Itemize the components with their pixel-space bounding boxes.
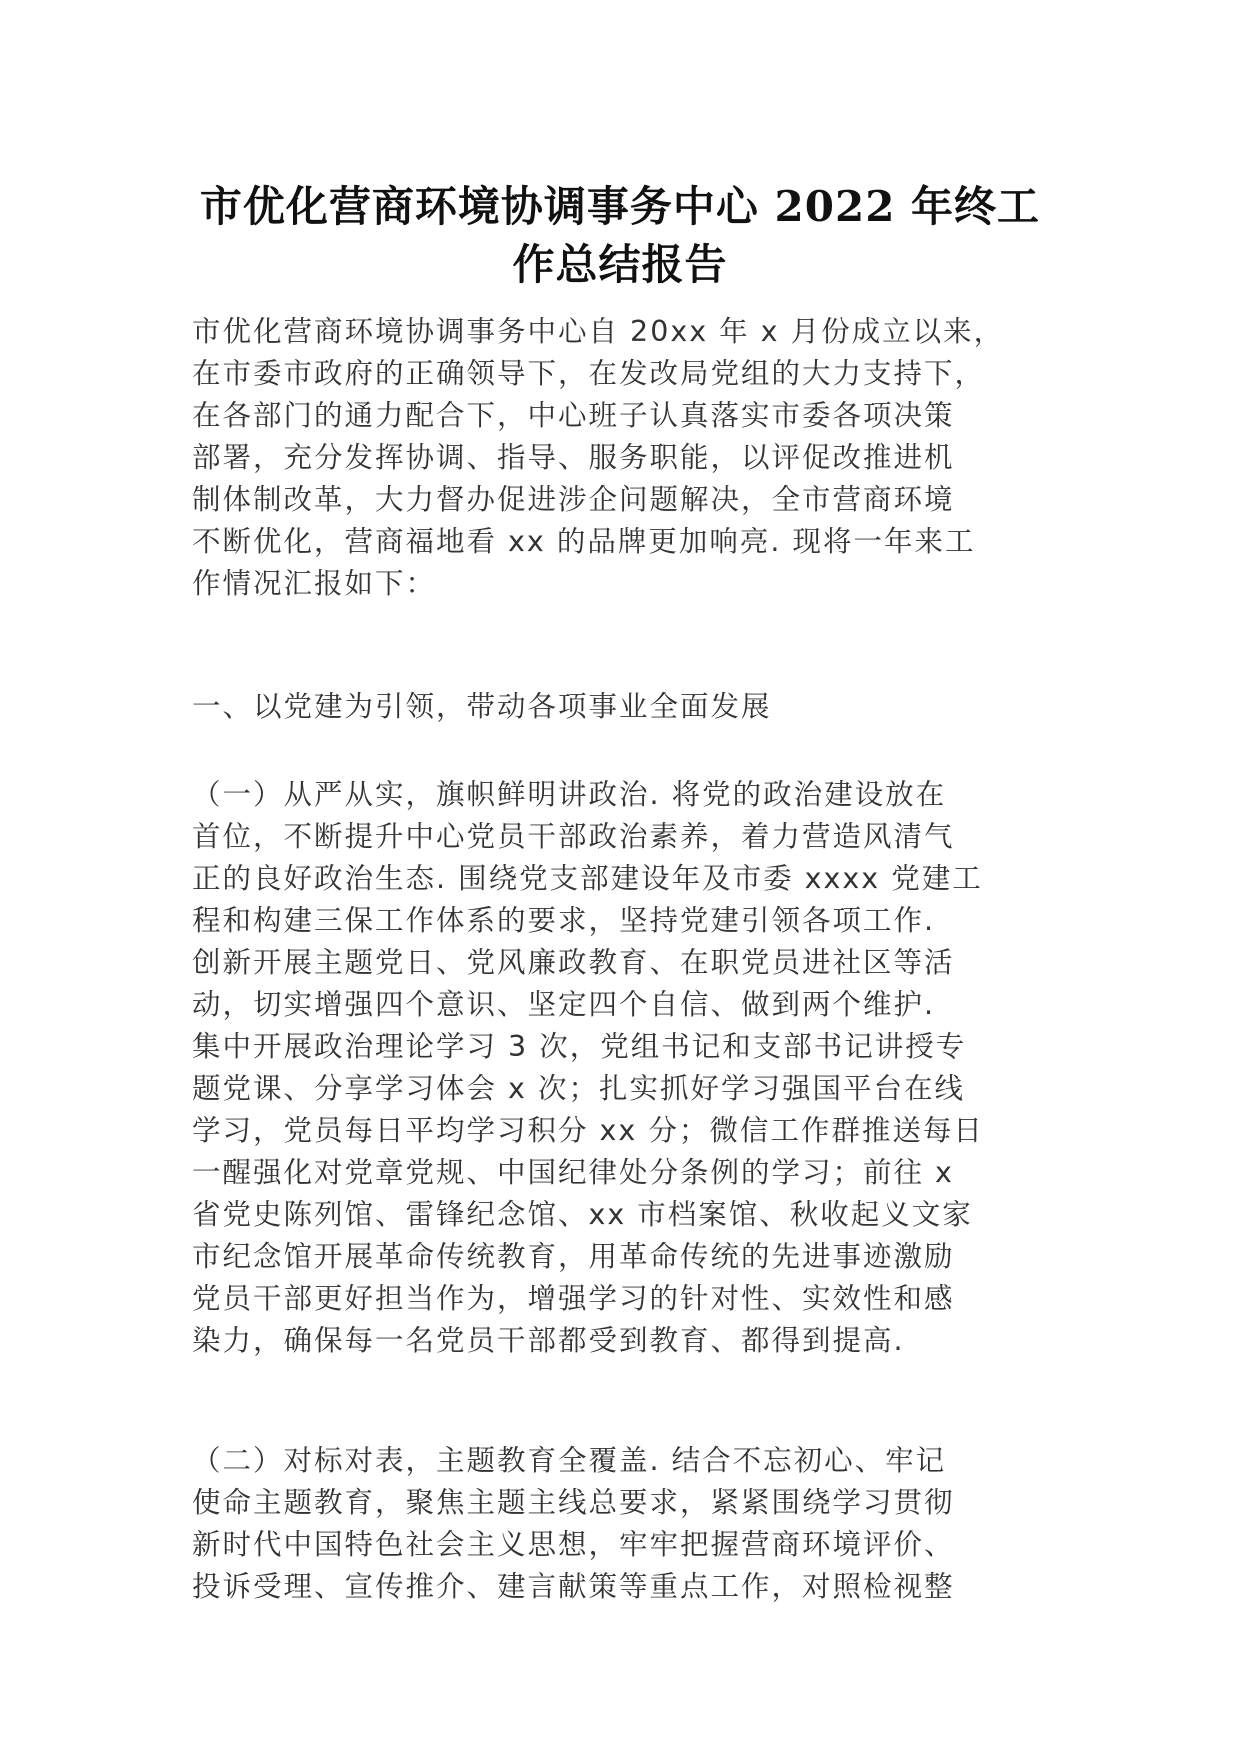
paragraph-line: 市纪念馆开展革命传统教育，用革命传统的先进事迹激励 — [192, 1240, 955, 1273]
paragraph-line: （二）对标对表，主题教育全覆盖. 结合不忘初心、牢记 — [192, 1444, 947, 1477]
paragraph-line: 省党史陈列馆、雷锋纪念馆、xx 市档案馆、秋收起义文家 — [192, 1198, 973, 1231]
paragraph-line: 一醒强化对党章党规、中国纪律处分条例的学习；前往 x — [192, 1156, 954, 1189]
paragraph-line: 投诉受理、宣传推介、建言献策等重点工作，对照检视整 — [192, 1570, 955, 1603]
paragraph-line: 学习，党员每日平均学习积分 xx 分；微信工作群推送每日 — [192, 1114, 984, 1147]
subsection-2-paragraph — [192, 1440, 1052, 1608]
paragraph-line: 市优化营商环境协调事务中心自 20xx 年 x 月份成立以来， — [192, 315, 1005, 348]
paragraph-line: 动，切实增强四个意识、坚定四个自信、做到两个维护. — [192, 988, 936, 1021]
paragraph-line: 在各部门的通力配合下，中心班子认真落实市委各项决策 — [192, 399, 955, 432]
paragraph-line: 首位，不断提升中心党员干部政治素养，着力营造风清气 — [192, 820, 955, 853]
document-title — [180, 178, 1060, 294]
paragraph-line: 部署，充分发挥协调、指导、服务职能，以评促改推进机 — [192, 441, 955, 474]
paragraph-line: 制体制改革，大力督办促进涉企问题解决，全市营商环境 — [192, 483, 955, 516]
paragraph-line: 染力，确保每一名党员干部都受到教育、都得到提高. — [192, 1324, 905, 1357]
paragraph-line: 作情况汇报如下： — [192, 567, 437, 600]
subsection-1-paragraph — [192, 774, 1052, 1362]
paragraph-line: 新时代中国特色社会主义思想，牢牢把握营商环境评价、 — [192, 1528, 955, 1561]
title-line: 市优化营商环境协调事务中心 2022 年终工 — [199, 182, 1041, 231]
title-line: 作总结报告 — [512, 240, 728, 289]
section-heading — [192, 686, 1052, 728]
paragraph-line: 集中开展政治理论学习 3 次，党组书记和支部书记讲授专 — [192, 1030, 967, 1063]
paragraph-line: 党员干部更好担当作为，增强学习的针对性、实效性和感 — [192, 1282, 955, 1315]
paragraph-line: 题党课、分享学习体会 x 次；扎实抓好学习强国平台在线 — [192, 1072, 965, 1105]
paragraph-line: 程和构建三保工作体系的要求，坚持党建引领各项工作. — [192, 904, 936, 937]
paragraph-line: 在市委市政府的正确领导下，在发改局党组的大力支持下， — [192, 357, 986, 390]
paragraph-line: 创新开展主题党日、党风廉政教育、在职党员进社区等活 — [192, 946, 955, 979]
section-heading-text: 一、以党建为引领，带动各项事业全面发展 — [192, 690, 772, 723]
paragraph-line: 正的良好政治生态. 围绕党支部建设年及市委 xxxx 党建工 — [192, 862, 983, 895]
intro-paragraph — [192, 311, 1052, 605]
paragraph-line: 不断优化，营商福地看 xx 的品牌更加响亮. 现将一年来工 — [192, 525, 976, 558]
paragraph-line: 使命主题教育，聚焦主题主线总要求，紧紧围绕学习贯彻 — [192, 1486, 955, 1519]
paragraph-line: （一）从严从实，旗帜鲜明讲政治. 将党的政治建设放在 — [192, 778, 947, 811]
